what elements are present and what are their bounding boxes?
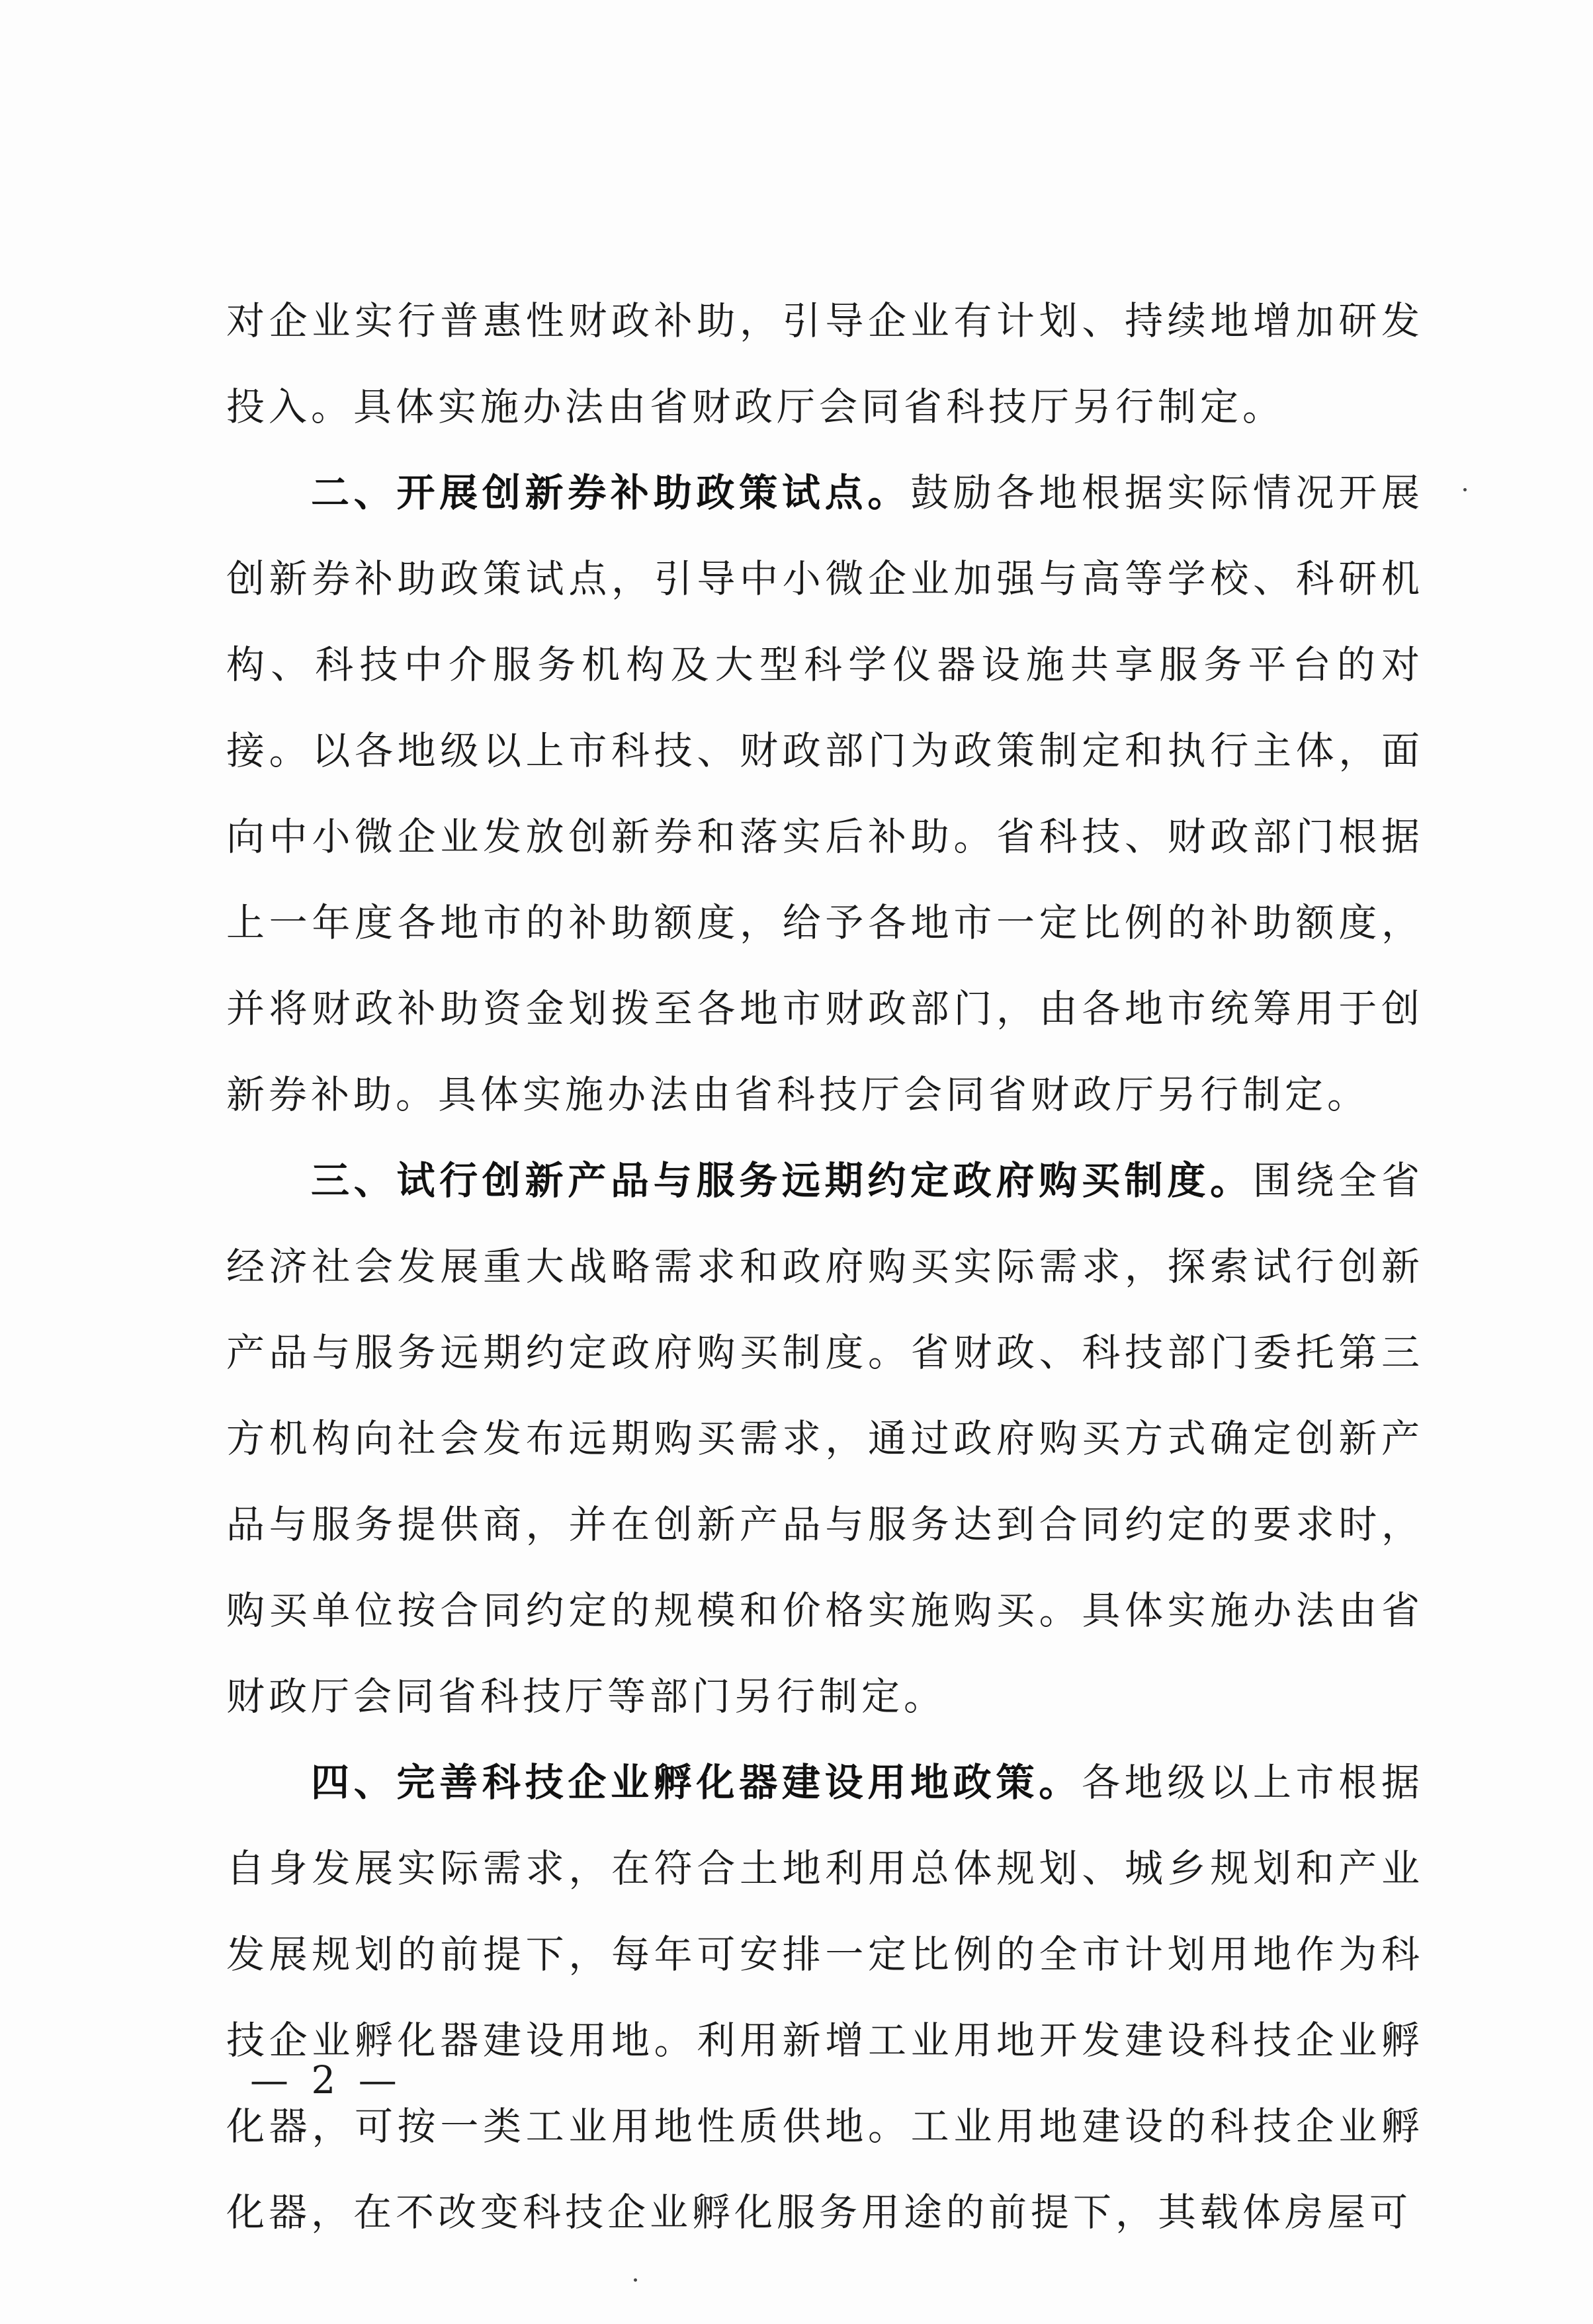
paragraph-government-procurement <box>226 1138 1424 1739</box>
paragraph-text: 鼓励各地根据实际情况开展创新券补助政策试点，引导中小微企业加强与高等学校、科研机构、科技中介服务机构及大型科学仪器设施共享服务平台的对接。以各地级以上市科技、财政部门为政策制定和执行主体，面向中小微企业发放创新券和落实后补助。省科技、财政部门根据上一年度各地市的补助额度，给予各地市一定比例的补助额度，并将财政补助资金划拨至各地市财政部门，由各地市统筹用于创新券补助。具体实施办法由省科技厅会同省财政厅另行制定。 <box>226 470 1424 1117</box>
scan-speck <box>634 2278 637 2282</box>
paragraph-heading: 三、试行创新产品与服务远期约定政府购买制度。 <box>311 1158 1253 1203</box>
document-body <box>226 278 1424 2255</box>
paragraph-text: 对企业实行普惠性财政补助，引导企业有计划、持续地增加研发投入。具体实施办法由省财政厅会同省科技厅另行制定。 <box>226 298 1424 429</box>
paragraph-continuation <box>226 278 1424 450</box>
paragraph-heading: 二、开展创新券补助政策试点。 <box>311 470 911 515</box>
paragraph-heading: 四、完善科技企业孵化器建设用地政策。 <box>311 1760 1082 1805</box>
paragraph-innovation-voucher <box>226 450 1424 1138</box>
scan-speck <box>1463 488 1467 491</box>
paragraph-incubator-land <box>226 1739 1424 2255</box>
paragraph-text: 各地级以上市根据自身发展实际需求，在符合土地利用总体规划、城乡规划和产业发展规划的前提下，每年可安排一定比例的全市计划用地作为科技企业孵化器建设用地。利用新增工业用地开发建设科技企业孵化器，可按一类工业用地性质供地。工业用地建设的科技企业孵化器，在不改变科技企业孵化服务用途的前提下，其载体房屋可 <box>226 1760 1424 2235</box>
page-number: — 2 — <box>250 2057 402 2102</box>
paragraph-text: 围绕全省经济社会发展重大战略需求和政府购买实际需求，探索试行创新产品与服务远期约定政府购买制度。省财政、科技部门委托第三方机构向社会发布远期购买需求，通过政府购买方式确定创新产品与服务提供商，并在创新产品与服务达到合同约定的要求时，购买单位按合同约定的规模和价格实施购买。具体实施办法由省财政厅会同省科技厅等部门另行制定。 <box>226 1158 1424 1719</box>
